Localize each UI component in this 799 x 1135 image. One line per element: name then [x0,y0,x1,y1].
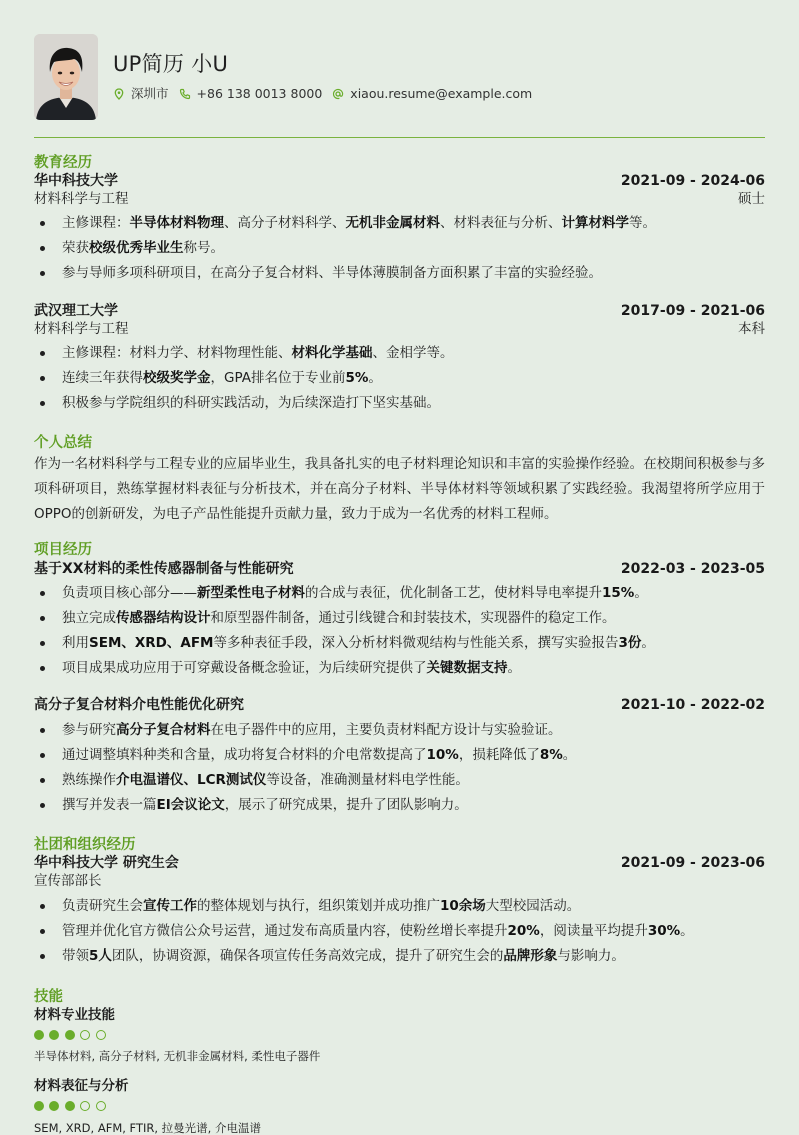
bold-text: 品牌形象 [503,948,558,964]
phone-text[interactable]: +86 138 0013 8000 [196,86,323,101]
bold-text: 介电温谱仪、LCR测试仪 [116,772,267,788]
email-text[interactable]: xiaou.resume@example.com [350,86,533,101]
major: 材料科学与工程 [34,321,129,337]
text-segment: 大型校园活动。 [485,898,581,914]
bold-text: 5% [345,370,369,386]
bullet-item [34,718,765,743]
text-segment: 。 [634,585,648,601]
skill-dot-filled [49,1101,59,1111]
projects-section-title: 项目经历 [34,542,92,558]
bullet-list [34,341,765,416]
text-segment: 管理并优化官方微信公众号运营，通过发布高质量内容，使粉丝增长率提升 [62,923,508,939]
education-entry-2-header [34,302,765,320]
bold-text: 5人 [89,948,112,964]
text-segment: 。 [562,747,577,763]
contact-email [332,86,532,102]
text-segment: 。 [368,370,382,386]
text-segment: 与影响力。 [557,948,625,964]
skill-name: 材料表征与分析 [34,1078,129,1094]
bold-text: 材料化学基础 [291,345,373,361]
date-range: 2021-09 - 2023-06 [620,855,765,871]
avatar [34,34,98,120]
summary-text: 作为一名材料科学与工程专业的应届毕业生，我具备扎实的电子材料理论知识和丰富的实验操作经验。在校期间积极参与多项科研项目，熟练掌握材料表征与分析技术，并在高分子材料、半导体材料等领域积累了实践经验。我渴望将所学应用于OPPO的创新研发，为电子产品性能提升贡献力量，致力于成为一名优秀的材料工程师。 [34,456,765,522]
education-entry-2-sub [34,320,765,338]
major: 材料科学与工程 [34,191,129,207]
skill-level-dots [34,1101,111,1111]
text-segment: 。 [641,635,655,651]
skill-dot-filled [34,1030,44,1040]
bullet-item [34,211,765,236]
contact-info [113,86,542,102]
bullet-list [34,718,765,818]
text-segment: 。 [680,923,694,939]
header-divider [34,137,765,138]
skill-detail: SEM, XRD, AFM, FTIR, 拉曼光谱, 介电温谱 [34,1121,261,1135]
candidate-name: UP简历 小U [113,52,229,76]
location-pin-icon [113,88,125,100]
bullet-list [34,894,765,969]
bullet-item [34,743,765,768]
bold-text: 20% [507,923,540,939]
education-section-title: 教育经历 [34,155,92,171]
text-segment: 。 [507,660,521,676]
skill-dot-filled [34,1101,44,1111]
bold-text: 3份 [618,635,642,651]
skill-level-dots [34,1030,111,1040]
bullet-item [34,341,765,366]
bold-text: 高分子复合材料 [116,722,211,738]
text-segment: 独立完成 [62,610,116,626]
bold-text: EI会议论文 [156,797,225,813]
bullet-item [34,581,765,606]
skills-section-title: 技能 [34,989,63,1005]
skill-dot-empty [80,1101,90,1111]
skill-detail: 半导体材料, 高分子材料, 无机非金属材料, 柔性电子器件 [34,1049,321,1063]
activity-entry-1-header [34,854,765,872]
organization-name: 华中科技大学 研究生会 [34,855,179,871]
text-segment: 参与研究 [62,722,116,738]
bold-text: 新型柔性电子材料 [197,585,305,601]
bold-text: 宣传工作 [143,898,197,914]
project-entry-1-header [34,560,765,578]
skill-name: 材料专业技能 [34,1007,115,1023]
skill-dot-empty [96,1030,106,1040]
text-segment: 和原型器件制备，通过引线键合和封装技术，实现器件的稳定工作。 [210,610,616,626]
text-segment: 称号。 [183,240,224,256]
text-segment: 项目成果成功应用于可穿戴设备概念验证，为后续研究提供了 [62,660,427,676]
text-segment: 、材料表征与分析、 [440,215,562,231]
text-segment: 通过调整填料种类和含量，成功将复合材料的介电常数提高了 [62,747,427,763]
bold-text: 8% [539,747,563,763]
text-segment: ，阅读量平均提升 [539,923,648,939]
text-segment: 、高分子材料科学、 [224,215,346,231]
degree: 本科 [738,321,765,337]
bullet-item [34,894,765,919]
skill-dot-filled [65,1030,75,1040]
text-segment: 带领 [62,948,89,964]
contact-phone [179,86,323,102]
role: 宣传部部长 [34,873,102,889]
bold-text: 15% [602,585,635,601]
project-entry-2-header [34,696,765,714]
text-segment: ，损耗降低了 [458,747,540,763]
bullet-item [34,944,765,969]
skill-dot-empty [96,1101,106,1111]
bold-text: 半导体材料物理 [129,215,224,231]
text-segment: 主修课程：材料力学、材料物理性能、 [62,345,292,361]
text-segment: ，展示了研究成果，提升了团队影响力。 [224,797,468,813]
bullet-item [34,236,765,261]
bullet-item [34,366,765,391]
text-segment: 等设备，准确测量材料电学性能。 [266,772,469,788]
project-name: 高分子复合材料介电性能优化研究 [34,697,244,713]
bold-text: 10余场 [440,898,486,914]
project-name: 基于XX材料的柔性传感器制备与性能研究 [34,561,294,577]
bullet-item [34,606,765,631]
bullet-item [34,656,765,681]
text-segment: 积极参与学院组织的科研实践活动，为后续深造打下坚实基础。 [62,395,440,411]
text-segment: 主修课程： [62,215,130,231]
bold-text: 校级奖学金 [143,370,211,386]
location-text: 深圳市 [131,86,169,101]
school-name: 武汉理工大学 [34,303,118,319]
date-range: 2022-03 - 2023-05 [620,561,765,577]
bold-text: 10% [426,747,459,763]
resume-header [34,34,765,120]
text-segment: 熟练操作 [62,772,116,788]
bold-text: 传感器结构设计 [116,610,211,626]
text-segment: 参与导师多项科研项目，在高分子复合材料、半导体薄膜制备方面积累了丰富的实验经验。 [62,265,602,281]
summary-section-title: 个人总结 [34,435,92,451]
text-segment: 等。 [629,215,656,231]
resume-page [34,34,765,1135]
contact-location [113,86,169,102]
text-segment: 荣获 [62,240,89,256]
bullet-item [34,261,765,286]
bold-text: 计算材料学 [561,215,629,231]
text-segment: 连续三年获得 [62,370,143,386]
skill-dot-empty [80,1030,90,1040]
text-segment: 的合成与表征，优化制备工艺，使材料导电率提升 [305,585,602,601]
education-entry-1-header [34,172,765,190]
bullet-list [34,211,765,286]
bullet-item [34,768,765,793]
date-range: 2017-09 - 2021-06 [620,303,765,319]
education-entry-1-sub [34,190,765,208]
bold-text: 30% [647,923,681,939]
bold-text: 校级优秀毕业生 [89,240,184,256]
school-name: 华中科技大学 [34,173,118,189]
degree: 硕士 [738,191,765,207]
activities-section-title: 社团和组织经历 [34,837,136,853]
at-icon [332,88,344,100]
text-segment: 、金相学等。 [372,345,454,361]
activity-entry-1-sub [34,872,765,890]
bold-text: 无机非金属材料 [345,215,440,231]
date-range: 2021-09 - 2024-06 [620,173,765,189]
text-segment: 在电子器件中的应用，主要负责材料配方设计与实验验证。 [210,722,562,738]
text-segment: 负责项目核心部分—— [62,585,197,601]
bullet-list [34,581,765,681]
text-segment: ，GPA排名位于专业前 [210,370,346,386]
bullet-item [34,919,765,944]
bullet-item [34,631,765,656]
bold-text: 关键数据支持 [426,660,508,676]
date-range: 2021-10 - 2022-02 [620,697,765,713]
bullet-item [34,793,765,818]
bullet-item [34,391,765,416]
skill-dot-filled [65,1101,75,1111]
bold-text: SEM、XRD、AFM [89,635,214,651]
text-segment: 撰写并发表一篇 [62,797,157,813]
text-segment: 负责研究生会 [62,898,143,914]
phone-icon [179,88,191,100]
text-segment: 的整体规划与执行，组织策划并成功推广 [197,898,440,914]
text-segment: 利用 [62,635,89,651]
skill-dot-filled [49,1030,59,1040]
text-segment: 等多种表征手段，深入分析材料微观结构与性能关系，撰写实验报告 [213,635,619,651]
text-segment: 团队，协调资源，确保各项宣传任务高效完成，提升了研究生会的 [111,948,504,964]
